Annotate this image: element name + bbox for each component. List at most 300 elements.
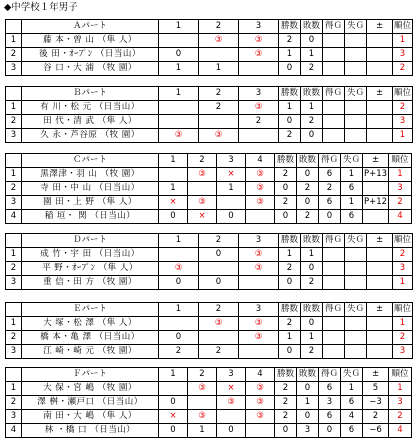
stat-cell: [345, 331, 367, 345]
match-result: [159, 248, 199, 262]
stat-cell: 6: [341, 396, 363, 410]
row-number: 3: [6, 345, 22, 359]
column-header: 失Ｇ: [345, 87, 367, 101]
table-header-row: [6, 87, 413, 101]
header-blank: [6, 368, 22, 382]
row-number: 1: [6, 101, 22, 115]
match-result: 2: [199, 345, 239, 359]
row-number: 2: [6, 396, 22, 410]
stat-cell: 0: [279, 115, 301, 129]
stat-cell: 2: [297, 182, 319, 196]
match-result: ③: [159, 129, 199, 143]
column-header: ±: [367, 234, 393, 248]
column-header: 3: [239, 234, 279, 248]
row-number: 2: [6, 182, 22, 196]
match-result: [188, 396, 217, 410]
column-header: 順位: [393, 303, 413, 317]
match-result: 1: [217, 182, 246, 196]
stat-cell: [323, 345, 345, 359]
match-result: ③: [199, 317, 239, 331]
pool-name: Ａパート: [22, 20, 159, 34]
match-result: ③: [239, 262, 279, 276]
match-result: ③: [246, 182, 275, 196]
team-name: 園 田・上 野 （隼 人）: [22, 196, 159, 210]
column-header: 勝数: [275, 368, 297, 382]
stat-cell: [367, 248, 393, 262]
stat-cell: 0: [297, 168, 319, 182]
stat-cell: [323, 262, 345, 276]
match-result: ×: [159, 196, 188, 210]
column-header: 3: [239, 20, 279, 34]
stat-cell: 0: [301, 262, 323, 276]
stat-cell: 2: [297, 210, 319, 224]
pool-name: Ｅパート: [22, 303, 159, 317]
match-result: 1: [159, 62, 199, 76]
match-result: [239, 276, 279, 290]
match-result: [217, 410, 246, 424]
table-row: [6, 382, 412, 396]
stat-cell: [367, 276, 393, 290]
pool-table: [5, 233, 413, 290]
team-name: 平 野・ｵｰﾌﾟﾝ （隼 人）: [22, 262, 159, 276]
match-result: 0: [217, 424, 246, 438]
stat-cell: 5: [363, 382, 389, 396]
column-header: 得Ｇ: [319, 368, 341, 382]
stat-cell: [367, 34, 393, 48]
stat-cell: 2: [275, 168, 297, 182]
stat-cell: 0: [301, 317, 323, 331]
match-result: 0: [159, 396, 188, 410]
stat-cell: [367, 331, 393, 345]
match-result: ×: [188, 210, 217, 224]
stat-cell: [367, 115, 393, 129]
stat-cell: [323, 115, 345, 129]
match-result: [159, 101, 199, 115]
stat-cell: [367, 101, 393, 115]
stat-cell: [367, 317, 393, 331]
stat-cell: 1: [341, 196, 363, 210]
stat-cell: [367, 48, 393, 62]
team-name: 谷 口・大 浦 （牧 園）: [22, 62, 159, 76]
stat-cell: [367, 345, 393, 359]
stat-cell: [323, 129, 345, 143]
pool-name: Ｃパート: [22, 154, 159, 168]
stat-cell: 2: [275, 396, 297, 410]
stat-cell: [367, 62, 393, 76]
column-header: 2: [188, 154, 217, 168]
stat-cell: 2: [275, 410, 297, 424]
column-header: 順位: [393, 234, 413, 248]
stat-cell: 3: [319, 396, 341, 410]
stat-cell: [323, 48, 345, 62]
match-result: 1: [159, 182, 188, 196]
table-row: [6, 331, 413, 345]
stat-cell: 0: [275, 182, 297, 196]
rank-cell: 1: [393, 129, 413, 143]
stat-cell: [323, 317, 345, 331]
pool-name: Ｄパート: [22, 234, 159, 248]
rank-cell: 3: [393, 262, 413, 276]
table-row: [6, 396, 412, 410]
match-result: 2: [199, 101, 239, 115]
header-blank: [6, 87, 22, 101]
match-result: [159, 317, 199, 331]
table-row: [6, 276, 413, 290]
team-name: 大 保・宮 嶋 （牧 園）: [22, 382, 159, 396]
match-result: 0: [199, 276, 239, 290]
team-name: 有 川・松 元 （日当山）: [22, 101, 159, 115]
match-result: ③: [246, 196, 275, 210]
table-row: [6, 410, 412, 424]
match-result: 0: [217, 210, 246, 224]
row-number: 1: [6, 317, 22, 331]
match-result: [246, 210, 275, 224]
team-name: 重 信・田 方 （牧 園）: [22, 276, 159, 290]
stat-cell: 4: [341, 410, 363, 424]
column-header: 得Ｇ: [323, 234, 345, 248]
column-header: 勝数: [279, 87, 301, 101]
column-header: 2: [199, 87, 239, 101]
rank-cell: 3: [389, 182, 412, 196]
column-header: 順位: [389, 368, 412, 382]
match-result: ③: [246, 382, 275, 396]
stat-cell: [323, 101, 345, 115]
stat-cell: [345, 34, 367, 48]
column-header: 失Ｇ: [341, 368, 363, 382]
stat-cell: [323, 276, 345, 290]
rank-cell: 1: [393, 34, 413, 48]
row-number: 2: [6, 262, 22, 276]
rank-cell: 2: [389, 410, 412, 424]
stat-cell: 2: [301, 276, 323, 290]
row-number: 3: [6, 410, 22, 424]
stat-cell: 2: [301, 115, 323, 129]
stat-cell: 6: [319, 168, 341, 182]
stat-cell: [367, 262, 393, 276]
row-number: 3: [6, 196, 22, 210]
team-name: 林 ・橋 口 （日当山）: [22, 424, 159, 438]
team-name: 藤 本・曽 山 （隼 人）: [22, 34, 159, 48]
stat-cell: 0: [297, 382, 319, 396]
stat-cell: [345, 101, 367, 115]
table-header-row: [6, 368, 412, 382]
stat-cell: P+12: [363, 196, 389, 210]
rank-cell: 1: [389, 382, 412, 396]
column-header: 敗数: [301, 234, 323, 248]
table-row: [6, 48, 413, 62]
match-result: [239, 345, 279, 359]
column-header: 1: [159, 368, 188, 382]
stat-cell: [363, 210, 389, 224]
match-result: ③: [239, 48, 279, 62]
column-header: 得Ｇ: [319, 154, 341, 168]
table-row: [6, 248, 413, 262]
stat-cell: 1: [279, 101, 301, 115]
column-header: 3: [239, 303, 279, 317]
header-blank: [6, 20, 22, 34]
column-header: 3: [217, 154, 246, 168]
column-header: 2: [188, 368, 217, 382]
rank-cell: 2: [393, 331, 413, 345]
match-result: [199, 48, 239, 62]
stat-cell: 1: [279, 48, 301, 62]
column-header: 失Ｇ: [345, 20, 367, 34]
team-name: 黒澤津・羽 山 （牧 園）: [22, 168, 159, 182]
column-header: 4: [246, 154, 275, 168]
match-result: [199, 115, 239, 129]
stat-cell: 0: [279, 276, 301, 290]
row-number: 1: [6, 34, 22, 48]
rank-cell: 2: [389, 196, 412, 210]
table-row: [6, 424, 412, 438]
stat-cell: 2: [275, 382, 297, 396]
match-result: ③: [199, 34, 239, 48]
column-header: 1: [159, 154, 188, 168]
column-header: 失Ｇ: [341, 154, 363, 168]
table-row: [6, 345, 413, 359]
stat-cell: 6: [319, 196, 341, 210]
rank-cell: 1: [393, 276, 413, 290]
column-header: 1: [159, 303, 199, 317]
table-row: [6, 210, 412, 224]
match-result: 1: [199, 62, 239, 76]
stat-cell: 6: [341, 182, 363, 196]
table-row: [6, 62, 413, 76]
stat-cell: 1: [279, 331, 301, 345]
column-header: 1: [159, 87, 199, 101]
pool-table: [5, 302, 413, 359]
match-result: ③: [188, 168, 217, 182]
rank-cell: 3: [393, 345, 413, 359]
stat-cell: 1: [297, 396, 319, 410]
stat-cell: 2: [279, 34, 301, 48]
pool-table: [5, 153, 412, 224]
stat-cell: [345, 248, 367, 262]
stat-cell: 0: [275, 210, 297, 224]
match-result: [159, 382, 188, 396]
row-number: 1: [6, 168, 22, 182]
match-result: 0: [159, 424, 188, 438]
row-number: 2: [6, 48, 22, 62]
column-header: 2: [199, 20, 239, 34]
stat-cell: −3: [363, 396, 389, 410]
team-name: 久 永・芦谷原 （牧 園）: [22, 129, 159, 143]
match-result: ③: [188, 196, 217, 210]
header-blank: [6, 154, 22, 168]
column-header: 3: [217, 368, 246, 382]
team-name: 成 竹・宇 田 （日当山）: [22, 248, 159, 262]
match-result: ×: [159, 410, 188, 424]
stat-cell: 3: [297, 424, 319, 438]
stat-cell: 0: [319, 424, 341, 438]
match-result: [159, 115, 199, 129]
stat-cell: [345, 115, 367, 129]
table-header-row: [6, 234, 413, 248]
table-row: [6, 168, 412, 182]
stat-cell: [345, 262, 367, 276]
match-result: 0: [159, 276, 199, 290]
match-result: [159, 34, 199, 48]
stat-cell: 2: [319, 182, 341, 196]
match-result: 0: [159, 331, 199, 345]
match-result: ③: [199, 129, 239, 143]
stat-cell: [345, 129, 367, 143]
column-header: 敗数: [301, 20, 323, 34]
pool-table: [5, 19, 413, 76]
column-header: ±: [367, 87, 393, 101]
stat-cell: −6: [363, 424, 389, 438]
column-header: 2: [199, 303, 239, 317]
column-header: 勝数: [279, 303, 301, 317]
rank-cell: 3: [389, 396, 412, 410]
row-number: 4: [6, 210, 22, 224]
match-result: [199, 331, 239, 345]
column-header: 2: [199, 234, 239, 248]
rank-cell: 3: [393, 48, 413, 62]
column-header: ±: [363, 154, 389, 168]
stat-cell: 1: [279, 248, 301, 262]
table-row: [6, 182, 412, 196]
header-blank: [6, 303, 22, 317]
pool-table: [5, 367, 412, 438]
stat-cell: [323, 248, 345, 262]
match-result: [199, 262, 239, 276]
stat-cell: 6: [341, 210, 363, 224]
stat-cell: 2: [301, 345, 323, 359]
team-name: 田 代・清 武 （隼 人）: [22, 115, 159, 129]
stat-cell: 1: [341, 382, 363, 396]
rank-cell: 2: [393, 62, 413, 76]
match-result: ③: [239, 248, 279, 262]
stat-cell: 0: [301, 34, 323, 48]
table-row: [6, 129, 413, 143]
stat-cell: 2: [275, 196, 297, 210]
match-result: 2: [239, 115, 279, 129]
team-name: 後 田・ｵｰﾌﾟﾝ （日当山）: [22, 48, 159, 62]
stat-cell: 0: [297, 196, 319, 210]
column-header: 敗数: [301, 87, 323, 101]
stat-cell: 2: [363, 410, 389, 424]
stat-cell: [323, 62, 345, 76]
rank-cell: 4: [389, 424, 412, 438]
column-header: 敗数: [297, 368, 319, 382]
stat-cell: [367, 129, 393, 143]
column-header: 順位: [393, 87, 413, 101]
column-header: 4: [246, 368, 275, 382]
table-row: [6, 115, 413, 129]
column-header: 勝数: [279, 234, 301, 248]
table-header-row: [6, 20, 413, 34]
column-header: 失Ｇ: [345, 303, 367, 317]
column-header: 得Ｇ: [323, 20, 345, 34]
match-result: [217, 196, 246, 210]
match-result: ③: [159, 262, 199, 276]
stat-cell: 2: [279, 262, 301, 276]
stat-cell: 1: [301, 48, 323, 62]
column-header: 順位: [389, 154, 412, 168]
match-result: ③: [217, 396, 246, 410]
table-header-row: [6, 154, 412, 168]
match-result: ③: [188, 410, 217, 424]
match-result: [188, 182, 217, 196]
column-header: 順位: [393, 20, 413, 34]
match-result: 0: [199, 248, 239, 262]
match-result: ③: [239, 34, 279, 48]
stat-cell: 2: [279, 317, 301, 331]
column-header: 得Ｇ: [323, 303, 345, 317]
stat-cell: 0: [279, 345, 301, 359]
column-header: ±: [363, 368, 389, 382]
stat-cell: 1: [301, 248, 323, 262]
pool-table: [5, 86, 413, 143]
row-number: 3: [6, 62, 22, 76]
column-header: 勝数: [279, 20, 301, 34]
rank-cell: 1: [389, 168, 412, 182]
match-result: ③: [246, 396, 275, 410]
match-result: ③: [239, 101, 279, 115]
stat-cell: [345, 48, 367, 62]
stat-cell: [345, 62, 367, 76]
table-row: [6, 262, 413, 276]
row-number: 2: [6, 115, 22, 129]
team-name: 寺 田・中 山 （日当山）: [22, 182, 159, 196]
stat-cell: 2: [279, 129, 301, 143]
stat-cell: [345, 276, 367, 290]
match-result: [159, 168, 188, 182]
stat-cell: 6: [341, 424, 363, 438]
match-result: ③: [188, 382, 217, 396]
pool-name: Ｆパート: [22, 368, 159, 382]
stat-cell: P+13: [363, 168, 389, 182]
match-result: 1: [188, 424, 217, 438]
column-header: 敗数: [301, 303, 323, 317]
match-result: ×: [217, 382, 246, 396]
match-result: ③: [239, 331, 279, 345]
row-number: 3: [6, 129, 22, 143]
stat-cell: 2: [301, 62, 323, 76]
match-result: [246, 424, 275, 438]
rank-cell: 1: [393, 317, 413, 331]
rank-cell: 4: [389, 210, 412, 224]
row-number: 4: [6, 424, 22, 438]
match-result: ③: [246, 168, 275, 182]
column-header: 敗数: [297, 154, 319, 168]
rank-cell: 2: [393, 248, 413, 262]
match-result: 0: [159, 48, 199, 62]
stat-cell: 0: [319, 210, 341, 224]
column-header: 勝数: [275, 154, 297, 168]
page-title: ◆中学校１年男子: [4, 2, 78, 13]
column-header: ±: [367, 303, 393, 317]
row-number: 2: [6, 331, 22, 345]
match-result: ×: [217, 168, 246, 182]
row-number: 1: [6, 382, 22, 396]
column-header: 1: [159, 20, 199, 34]
table-header-row: [6, 303, 413, 317]
team-name: 稲 垣・ 関 （日当山）: [22, 210, 159, 224]
column-header: 1: [159, 234, 199, 248]
match-result: ③: [239, 317, 279, 331]
stat-cell: 6: [319, 410, 341, 424]
table-row: [6, 196, 412, 210]
stat-cell: [363, 182, 389, 196]
stat-cell: 0: [275, 424, 297, 438]
table-row: [6, 101, 413, 115]
pool-name: Ｂパート: [22, 87, 159, 101]
stat-cell: [345, 345, 367, 359]
stat-cell: [323, 34, 345, 48]
match-result: 2: [159, 345, 199, 359]
